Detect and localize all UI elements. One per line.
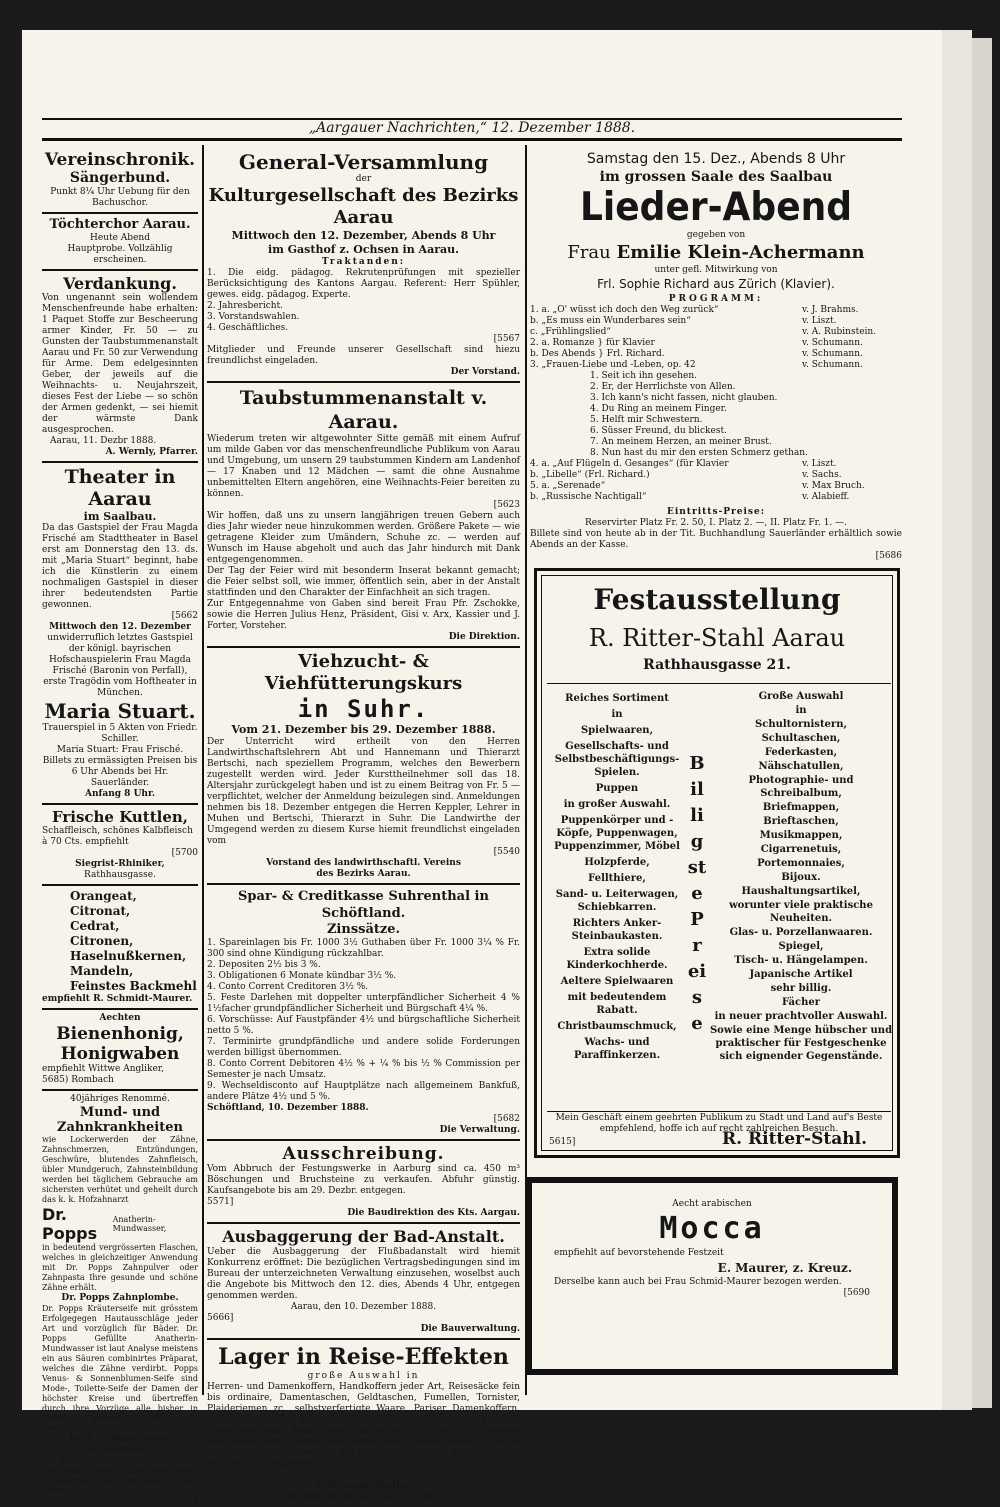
fest-left-item: in [611,709,623,720]
fest-right-item: Federkasten, [764,747,838,758]
frauenliebe-song: 3. Ich kann's nicht fassen, nicht glauben. [590,393,778,403]
fest-right-item: Photographie- und Schreibalbum, [748,775,854,799]
spar-subtitle: Zinssätze. [326,922,401,937]
spar-rate-item: 3. Obligationen 6 Monate kündbar 3½ %. [207,971,397,981]
gv-agenda-item: 1. Die eidg. pädagog. Rekrutenprüfungen mit spezieller Berücksichtigung des Kantons Aargau. Referent: Herr Spühler, gewes. eidg. pädagog. Experte. [207,268,520,300]
fest-left-item: Gesellschafts- und Selbstbeschäftigungs-Spielen. [554,741,680,778]
taub-text: Wiederum treten wir altgewohnter Sitte gemäß mit einem Aufruf um milde Gaben vor das menschenfreundliche Publikum von Aarau und Umgebung, um unsern 29 taubstummen Kindern am Landenhof — 17 Knaben und 12 Mädchen — samt die ohne Ausnahme unbemittelten Eltern angehören, eine Weihnachts-Feier bereiten zu können. [207,434,520,499]
ausschreibung-title: Ausschreibung. [282,1144,445,1164]
theater-subtitle: im Saalbau. [83,510,157,523]
program-piece: c. „Frühlingslied“ [530,327,611,337]
theater-title: Theater in Aarau [64,466,176,510]
gv-agenda [207,268,520,334]
fest-right-item: Spiegel, [778,941,824,952]
vieh-signature-2: des Bezirks Aarau. [316,869,411,879]
program-composer: v. J. Brahms. [802,305,859,315]
program-piece: b. „Es muss ein Wunderbares sein“ [530,316,691,326]
maria-stuart-subtitle: Trauerspiel in 5 Akten von Friedr. Schiller. [42,723,198,744]
vereinschronik-title: Vereinschronik. [44,150,196,170]
theater-text: Da das Gastspiel der Frau Magda Frisché am Stadttheater in Basel erst am Donnerstag den 13. ds. mit „Maria Stuart“ beginnt, habe ich die Künstlerin zu einem nochmaligen Gastspiel in dieser ihrer bedeutendsten Partie gewonnen. [42,523,198,610]
program-row [530,349,902,360]
mocca-text2: Derselbe kann auch bei Frau Schmid-Maurer bezogen werden. [554,1277,842,1287]
program-piece: b. „Russische Nachtigall“ [530,492,647,502]
lieder-pianist: Frl. Sophie Richard aus Zürich (Klavier). [597,277,835,291]
lieder-title: Lieder-Abend [579,184,853,230]
bienenhonig-title: Bienenhonig, [56,1024,184,1044]
renomme-line: 40jähriges Renommé. [70,1094,170,1104]
fest-left-item: Wachs- und Paraffinkerzen. [573,1037,661,1061]
lieder-billete: Billete sind von heute ab in der Tit. Buchhandlung Sauerländer erhältlich sowie Abends an der Kasse. [530,529,902,550]
lieder-ref: [5686 [875,551,902,561]
program-row [530,360,902,371]
frauenliebe-song: 4. Du Ring an meinem Finger. [590,404,727,414]
lieder-gegeben: gegeben von [686,230,746,240]
spar-title: Spar- & Creditkasse Suhrenthal in Schöftland. [238,889,489,921]
program-row [530,459,902,470]
column-1 [42,150,198,1507]
verdankung-signature: A. Wernly, Pfarrer. [105,447,198,457]
bad-date: Aarau, den 10. Dezember 1888. [290,1302,437,1312]
spar-rate-item: 1. Spareinlagen bis Fr. 1000 3½ Guthaben über Fr. 1000 3¼ % Fr. 300 sind ohne Kündigung rückzahlbar. [207,938,520,959]
bad-signature: Die Bauverwaltung. [420,1324,520,1334]
bad-ref: 5666] [207,1313,234,1323]
fest-right-item: Schultaschen, [761,733,841,744]
gv-where: im Gasthof z. Ochsen in Aarau. [268,243,459,256]
popps-wien: Dr. J. G. Popp, Wien, [69,1434,171,1444]
lieder-unter: unter gefl. Mitwirkung von [654,265,778,275]
spar-rate-item: 4. Conto Corrent Creditoren 3½ %. [207,982,369,992]
header-rule-bottom [42,138,902,141]
vieh-text: Der Unterricht wird ertheilt von den Herren Landwirthschaftslehrern Abt und Hannemann und Thierarzt Bertschi, nach speziellem Programm, welches den Bewerbern zugestellt werden wird. Jeder Kursttheilnehmer soll das 18. Altersjahr zurückgelegt haben und ist zu einem Beitrag von Fr. 5 — verpflichtet, welcher der Anmeldung beizulegen sind. Anmeldungen nehmen bis 18. Dezember entgegen die Herren Keppler, Lehrer in Muhen und Bertschi, Thierarzt in Suhr. Die Landwirthe der Umgegend werden zu diesem Kurse hiemit freundlichst eingeladen vom [207,737,520,846]
program-composer: v. Liszt. [802,316,837,326]
fest-right-item: in neuer prachtvoller Auswahl. [714,1011,888,1022]
fest-left-item: Puppen [595,783,639,794]
frauenliebe-list [530,371,902,459]
lieder-preise: Reservirter Platz Fr. 2. 50, I. Platz 2. —, II. Platz Fr. 1. —. [584,518,848,528]
gv-footer: Mitglieder und Freunde unserer Gesellschaft sind hiezu freundlichst eingeladen. [207,345,520,366]
bad-title: Ausbaggerung der Bad-Anstalt. [222,1227,505,1246]
header-title: „Aargauer Nachrichten,“ 12. Dezember 1888. [308,120,636,136]
lieder-program-list [530,305,902,371]
program-row [530,305,902,316]
fest-billigste-preise: Billigste Preise [687,753,707,1034]
ausschreibung-signature: Die Baudirektion des Kts. Aargau. [347,1208,520,1218]
spar-rate-item: 7. Terminirte grundpfändliche und andere solide Forderungen werden billigst übernommen. [207,1037,520,1058]
popps-text2: Dr. Popps Kräuterseife mit grösstem Erfolgegegen Hautausschläge jeder Art und vorzüglich für Bäder. Dr. Popps Gefüllte Anatherin-Mundwasser ist laut Analyse meistens ein aus Säuren combinirtes Präparat, welches die Zähne verdirbt. Popps Venus- & Sonnenblumen-Seife sind Mode-, Toilette-Seife der Damen der höchster Kreise und übertreffen durch ihre Vorzüge alle bisher in Gebrauch gewesene Seifen, aufs Beste empfohlen. [42,1304,198,1433]
fest-left-item: Holzpferde, [584,857,650,868]
program-row [530,481,902,492]
lager-subtitle: große Auswahl in [307,1371,420,1381]
lager-address: Bachstraße, bei der obern Mühle. [286,1492,441,1502]
honig-signature: empfiehlt Wittwe Angliker, [42,1064,164,1074]
gv-ref: [5567 [493,334,520,344]
popps-side: Anatherin-Mundwasser, [112,1215,167,1233]
spar-rate-item: 6. Vorschüsse: Auf Faustpfänder 4½ und bürgschaftliche Sicherheit netto 5 %. [207,1015,520,1036]
fest-right-item: Sowie eine Menge hübscher und praktischer für Festgeschenke sich eignender Gegenstände. [709,1025,893,1062]
lieder-preise-title: Eintritts-Preise: [666,507,766,517]
orangeat-item: Feinstes Backmehl [70,979,197,993]
lieder-top2: im grossen Saale des Saalbau [599,169,833,185]
gv-when: Mittwoch den 12. Dezember, Abends 8 Uhr [231,229,496,242]
divider [42,1008,198,1010]
spar-rates [207,938,520,1103]
kuttlen-text: Schaffleisch, schönes Kalbfleisch à 70 Cts. empfiehlt [42,826,193,847]
program-row [530,338,902,349]
vieh-date: Vom 21. Dezember bis 29. Dezember 1888. [231,723,496,736]
program-composer: v. Liszt. [802,459,837,469]
program-row [530,470,902,481]
spar-signature: Die Verwaltung. [439,1125,520,1135]
frauenliebe-song: 1. Seit ich ihn gesehen. [590,371,698,381]
divider [207,1338,520,1340]
newspaper-page [22,30,942,1506]
fest-left-item: in großer Auswahl. [563,799,671,810]
program-row [530,316,902,327]
fest-left-item: Richters Anker-Steinbaukasten. [571,918,663,942]
divider [42,461,198,463]
toechterchor-title: Töchterchor Aarau. [49,217,191,232]
saengerbund-title: Sängerbund. [69,170,171,186]
spar-rate-item: 9. Wechseldisconto auf Hauptplätze nach allgemeinem Bankfuß, andere Plätze 4½ und 5 %. [207,1081,520,1102]
fest-right-item: Musikmappen, [759,830,843,841]
lieder-singer [530,241,902,265]
frauenliebe-song: 8. Nun hast du mir den ersten Schmerz gethan. [590,448,808,458]
fest-left-item: Aeltere Spielwaaren [560,976,674,987]
popps-text3: Zu haben in Aarau: E. Keusch, Apotheker, sowie in allen Apotheken, Droguerien und Parfumerien der Schweiz. [42,1456,198,1495]
gv-agenda-item: 2. Jahresbericht. [207,301,284,311]
gv-agenda-item: 3. Vorstandswahlen. [207,312,300,322]
divider [207,646,520,648]
lager-text: Herren- und Damenkoffern, Handkoffern jeder Art, Reisesäcke fein bis ordinaire, Damentaschen, Geldtaschen, Fumellen, Tornister, Plaideriemen zc., selbstverfertigte Waare. Pariser Damenkoffern, billige Handkoffer jeder Art, Fabrik-Waare liefere zum gleichen Preise wie jedes Bazar- oder Engros-Geschäft. Geschirre, Wagen- und Polsterarbeit, Sättel, Reitzäume, sowie Muster-Koffern, Akten- und Postmappen zc. werden gut und möglichst billig geliefert, wozu sich höflichst empfiehlt [207,1382,520,1469]
popps-row [42,1205,198,1243]
maria-stuart-title: Maria Stuart. [44,699,196,723]
fest-ref: 5615] [549,1137,576,1147]
fest-right-item: Portemonnaies, [757,858,845,869]
gv-title: General-Versammlung [238,150,489,174]
toechterchor-line1: Heute Abend [90,233,150,243]
frauenliebe-song: 6. Süsser Freund, du blickest. [590,426,727,436]
divider [207,1139,520,1141]
spar-rate-item: 5. Feste Darlehen mit doppelter unterpfändlicher Sicherheit 4 % 1½facher grundpfändlicher Sicherheit und Bürgschaft 4¼ %. [207,993,520,1014]
fest-firm: R. Ritter-Stahl Aarau [588,624,846,652]
divider [42,269,198,271]
lieder-top: Samstag den 15. Dez., Abends 8 Uhr [586,151,846,167]
popps-address: Bognergasse 2. [84,1445,156,1455]
taub-text4: Zur Entgegennahme von Gaben sind bereit Frau Pfr. Zschokke, sowie die Herren Julius Henz, Präsident, Gisi v. Arx, Kassier und J. Forter, Vorsteher. [207,599,520,631]
fest-left-item: Reiches Sortiment [565,693,669,704]
spar-date: Schöftland, 10. Dezember 1888. [207,1103,369,1113]
vieh-signature-1: Vorstand des landwirthschaftl. Vereins [266,858,461,868]
orangeat-item: Cedrat, [70,919,120,933]
toechterchor-line2: Hauptprobe. Vollzählig erscheinen. [67,244,173,265]
fest-right-item: in [795,705,807,716]
fest-title: Festausstellung [593,583,841,616]
program-composer: v. Max Bruch. [802,481,865,491]
program-piece: 1. a. „O' wüsst ich doch den Weg zurück“ [530,305,719,315]
bad-text: Ueber die Ausbaggerung der Flußbadanstalt wird hiemit Konkurrenz eröffnet: Die bezüglichen Vertragsbedingungen sind im Bureau der unterzeichneten Verwaltung einzusehen, woselbst auch die Angebote bis Mittwoch den 12. dies, Abends 4 Uhr, entgegen genommen werden. [207,1247,520,1301]
honig-ref: 5685) Rombach [42,1075,114,1085]
fest-right-item: Nähschatullen, [758,761,844,772]
fest-left-item: mit bedeutendem Rabatt. [567,992,667,1016]
program-piece: 3. „Frauen-Liebe und -Leben, op. 42 [530,360,696,370]
divider [42,212,198,214]
orangeat-item: Citronat, [70,904,131,918]
fest-footer: Mein Geschäft einem geehrten Publikum zu Stadt und Land auf's Beste empfehlend, hoffe ich auf recht zahlreichen Besuch. [555,1113,883,1134]
program-piece: b. „Libelle“ (Frl. Richard.) [530,470,650,480]
program-row [530,327,902,338]
program-composer: v. A. Rubinstein. [802,327,877,337]
mocca-title: Mocca [659,1211,765,1246]
vieh-ref: [5540 [493,847,520,857]
fest-right-item: Große Auswahl [758,691,844,702]
program-piece: 5. a. „Serenade“ [530,481,606,491]
frauenliebe-song: 5. Helft mir Schwestern. [590,415,703,425]
mund-text: wie Lockerwerden der Zähne, Zahnschmerzen, Entzündungen, Geschwüre, blutendes Zahnfleisch, übler Mundgeruch, Zahnsteinbildung werden bei täglichem Gebrauche am sichersten verhütet und geheilt durch das k. k. Hofzahnarzt [42,1135,198,1204]
fest-right-item: Japanische Artikel [749,969,853,980]
mocca-signature: E. Maurer, z. Kreuz. [717,1261,852,1275]
taub-text2: Wir hoffen, daß uns zu unsern langjährigen treuen Gebern auch dies Jahr wieder neue hinzukommen werden. Größere Pakete — wie getragene Kleider zum Umändern, Schuhe zc. — werden auf Wunsch im Hause abgeholt und auch das Jahr hindurch mit Dank entgegengenommen. [207,511,520,565]
bienen-kicker: Aechten [99,1013,141,1023]
mocca-box [526,1177,898,1375]
orangeat-item: Orangeat, [70,889,137,903]
kuttlen-signature: Siegrist-Rhiniker, [75,859,165,869]
lieder-program-list-2 [530,459,902,503]
orangeat-item: Mandeln, [70,964,134,978]
fest-right-item: Cigarrenetuis, [760,844,842,855]
column-divider-1 [202,145,204,1395]
fest-right-item: Tisch- u. Hängelampen. [734,955,868,966]
lager-signature: A. Schmidt, Sattler, [314,1481,413,1491]
fest-right-item: worunter viele praktische Neuheiten. [729,900,873,924]
honigwaben-title: Honigwaben [60,1044,180,1064]
lager-ref: [2913 [493,1470,520,1480]
program-composer: v. Schumann. [802,360,863,370]
fest-right-item: Glas- u. Porzellanwaaren. [729,927,873,938]
lieder-frau: Frau [567,242,611,263]
program-composer: v. Alabieff. [802,492,850,502]
page-edge-back [972,38,992,1408]
vieh-subtitle: in Suhr. [297,695,430,723]
gv-der: der [355,174,372,184]
popps-name: Dr. Popps [42,1205,98,1243]
divider [207,381,520,383]
program-piece: 4. a. „Auf Flügeln d. Gesanges“ (für Klavier [530,459,729,469]
column-2 [207,150,520,1503]
taub-ref: [5623 [493,500,520,510]
frauenliebe-song: 7. An meinem Herzen, an meiner Brust. [590,437,772,447]
fest-left-item: Christbaumschmuck, [557,1021,677,1032]
fest-right-item: Brieftaschen, [763,816,839,827]
kuttlen-title: Frische Kuttlen, [51,808,189,826]
orangeat-item: Citronen, [70,934,134,948]
theater-text2: unwiderruflich letztes Gastspiel der königl. bayrischen Hofschauspielerin Frau Magda Frisché (Baronin von Perfall), erste Tragödin vom Hoftheater in München. [43,633,197,698]
festausstellung-box [534,568,900,1158]
fest-left-item: Sand- u. Leiterwagen, Schiebkarren. [555,889,679,913]
spar-rate-item: 2. Depositen 2½ bis 3 %. [207,960,321,970]
popps-text: in bedeutend vergrösserten Flaschen, welches in gleichzeitiger Anwendung mit Dr. Popps Zahnpulver oder Zahnpasta Ihre gesunde und schöne Zähne erhält. [42,1243,198,1292]
verdankung-date: Aarau, 11. Dezbr 1888. [50,436,157,446]
fest-right-item: Fächer [781,997,821,1008]
verdankung-title: Verdankung. [63,274,177,293]
gv-agenda-item: 4. Geschäftliches. [207,323,289,333]
ausschreibung-ref: 5571] [207,1197,234,1207]
verdankung-text: Von ungenannt sein wollendem Menschenfreunde habe erhalten: 1 Paquet Stoffe zur Bescheerung armer Kinder, Fr. 50 — zu Gunsten der Taubstummenanstalt Aarau und Fr. 50 zur Verwendung für Arme. Dem edelgesinnten Geber, der jeweils auf die Weihnachts- u. Neujahrszeit, dieses Fest der Liebe — so schön der Armen gedenkt, — sei hiemit der wärmste Dank ausgesprochen. [42,293,198,435]
orangeat-signature: empfiehlt R. Schmidt-Maurer. [42,994,193,1004]
fest-right-item: Haushaltungsartikel, [741,886,861,897]
saengerbund-text: Punkt 8¼ Uhr Uebung für den Bachuschor. [50,187,190,208]
fest-right-item: Bijoux. [781,872,821,883]
fest-right-item: Briefmappen, [762,802,840,813]
fest-left-item: Puppenkörper und -Köpfe, Puppenwagen, Puppenzimmer, Möbel [554,815,680,852]
mund-title: Mund- und Zahnkrankheiten [57,1105,183,1135]
fest-left-list [547,689,687,1062]
gv-subtitle: Kulturgesellschaft des Bezirks Aarau [208,185,519,228]
ausschreibung-text: Vom Abbruch der Festungswerke in Aarburg sind ca. 450 m³ Böschungen und Bruchsteine zu verkaufen. Abfuhr günstig. Kaufsangebote bis am 29. Dezbr. entgegen. [207,1164,520,1196]
program-piece: 2. a. Romanze } für Klavier [530,338,655,348]
fest-right-item: Schultornistern, [755,719,847,730]
spar-ref: [5682 [493,1114,520,1124]
column-3 [530,150,902,562]
lieder-singer-name: Emilie Klein-Achermann [616,242,865,263]
program-row [530,492,902,503]
kuttlen-address: Rathhausgasse. [84,870,156,880]
mocca-ref: [5690 [843,1288,870,1298]
taub-title: Taubstummenanstalt v. Aarau. [239,387,488,433]
fest-left-item: Spielwaaren, [580,725,654,736]
divider [207,883,520,885]
maria-stuart-start: Anfang 8 Uhr. [84,789,156,799]
program-composer: v. Schumann. [802,349,863,359]
divider [42,1089,198,1091]
taub-text3: Der Tag der Feier wird mit besonderm Inserat bekannt gemacht; die Feier selbst soll, wie immer, öffentlich sein, aber in der Anstalt stattfinden und den Charakter der Einfachheit an sich tragen. [207,566,520,598]
mocca-text: empfiehlt auf bevorstehende Festzeit [554,1248,724,1258]
taub-signature: Die Direktion. [448,632,520,642]
orangeat-list [42,889,198,994]
divider [207,1222,520,1224]
popps-ref: (4992 [171,1496,198,1506]
frauenliebe-song: 2. Er, der Herrlichste von Allen. [590,382,736,392]
mocca-kicker: Aecht arabischen [672,1199,752,1209]
fest-right-item: sehr billig. [770,983,832,994]
spar-rate-item: 8. Conto Corrent Debitoren 4½ % + ¼ % bis ½ % Commission per Semester je nach Umsatz. [207,1059,520,1080]
theater-ref: [5662 [171,611,198,621]
gv-signature: Der Vorstand. [450,367,520,377]
program-composer: v. Schumann. [802,338,863,348]
maria-stuart-text: Maria Stuart: Frau Frisché. Billets zu ermässigten Preisen bis 6 Uhr Abends bei Hr. Sauerländer. [42,745,198,788]
page-edge [942,30,972,1410]
vieh-title: Viehzucht- & Viehfütterungskurs [264,651,463,694]
fest-signature: R. Ritter-Stahl. [722,1129,867,1149]
program-piece: b. Des Abends } Frl. Richard. [530,349,665,359]
lager-title: Lager in Reise-Effekten [218,1344,509,1370]
fest-left-item: Extra solide Kinderkochherde. [566,947,668,971]
fest-left-item: Fellthiere, [588,873,646,884]
orangeat-item: Haselnußkernen, [70,949,187,963]
lieder-programm: PROGRAMM: [668,294,764,304]
theater-date: Mittwoch den 12. Dezember [49,622,191,632]
fest-address: Rathhausgasse 21. [643,657,791,673]
divider [42,884,198,886]
program-composer: v. Sachs. [802,470,842,480]
fest-right-list [709,689,893,1063]
gv-traktanden: Traktanden: [321,257,406,267]
kuttlen-ref: [5700 [171,848,198,858]
popps-plombe: Dr. Popps Zahnplombe. [61,1293,179,1303]
divider [42,803,198,805]
